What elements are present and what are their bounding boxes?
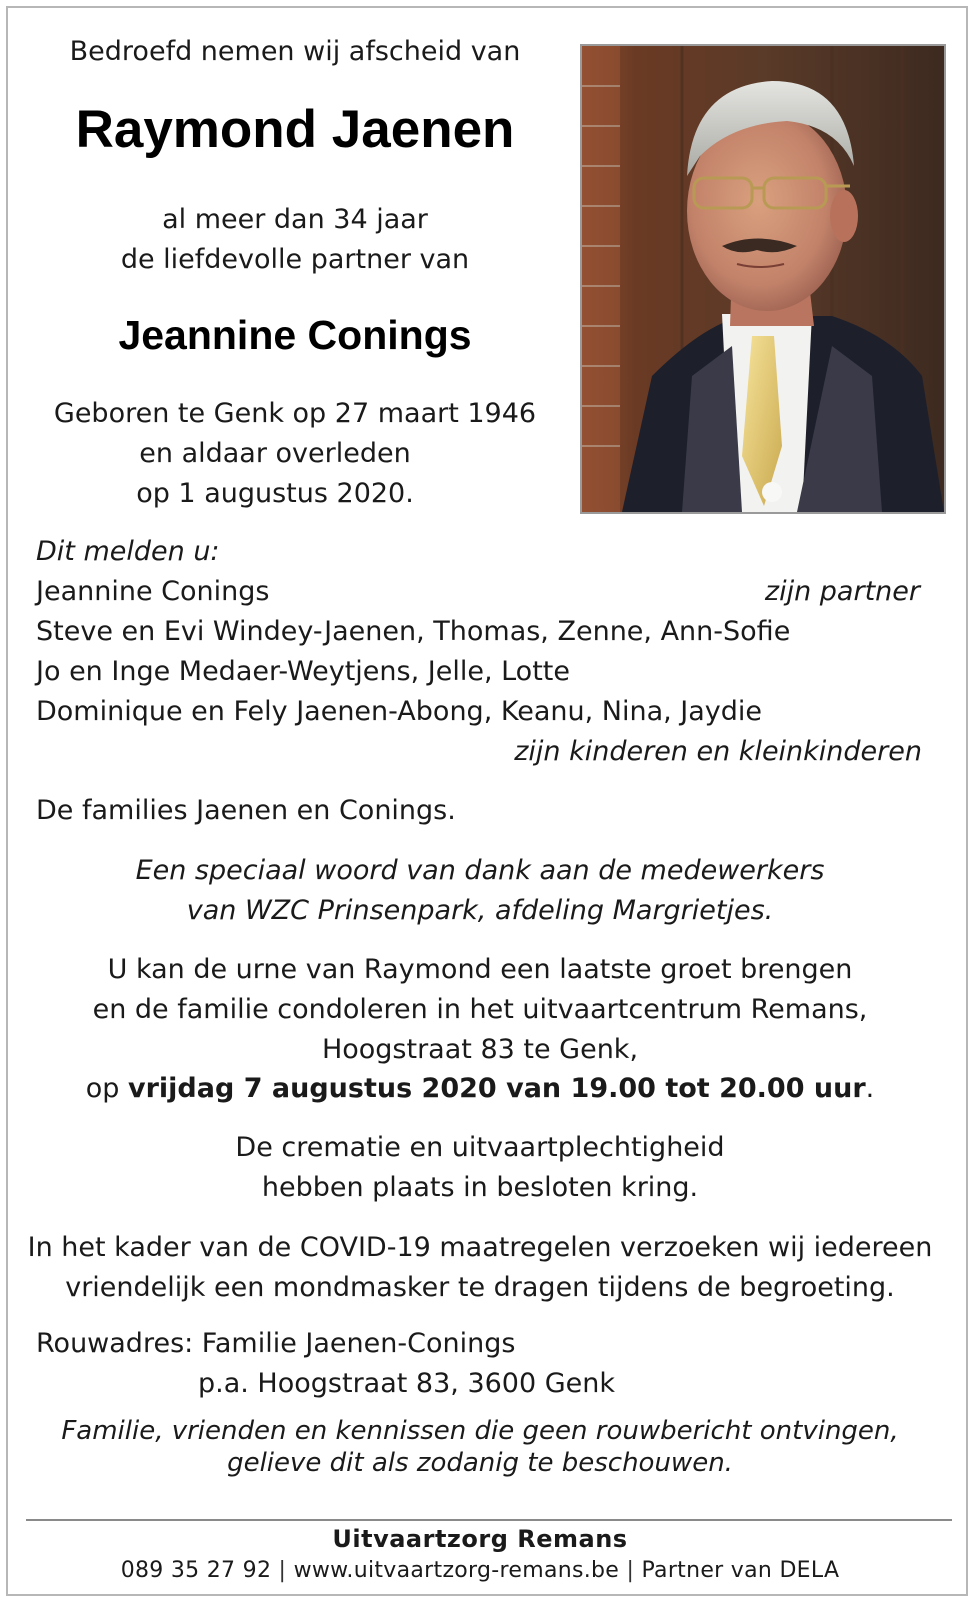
ceremony-line-1: De crematie en uitvaartplechtigheid — [235, 1132, 725, 1163]
footer-contact-line — [0, 1556, 960, 1586]
born-line: Geboren te Genk op 27 maart 1946 — [53, 398, 537, 429]
children-role: zijn kinderen en kleinkinderen — [514, 736, 922, 767]
died-line-2: op 1 augustus 2020. — [136, 478, 414, 509]
partner-name: Jeannine Conings — [118, 312, 472, 358]
closing-line-1: Familie, vrienden en kennissen die geen rouwbericht ontvingen, — [61, 1416, 899, 1446]
portrait-illustration — [582, 46, 944, 512]
intro-text: Bedroefd nemen wij afscheid van — [69, 36, 521, 67]
covid-line-2: vriendelijk een mondmasker te dragen tijdens de begroeting. — [65, 1272, 895, 1303]
visitation-line-2: en de familie condoleren in het uitvaartcentrum Remans, — [92, 994, 868, 1025]
visitation-suffix: . — [865, 1073, 875, 1104]
visitation-datetime: vrijdag 7 augustus 2020 van 19.00 tot 20.00 uur — [128, 1073, 866, 1104]
address-label-line: Rouwadres: Familie Jaenen-Conings — [36, 1328, 516, 1359]
footer-partner: Partner van DELA — [641, 1558, 840, 1583]
relation-line-1: al meer dan 34 jaar — [162, 204, 428, 235]
visitation-line-4 — [0, 1069, 960, 1109]
ceremony-line-2: hebben plaats in besloten kring. — [261, 1172, 699, 1203]
footer-divider — [26, 1519, 952, 1521]
announcer-partner: Jeannine Conings — [36, 576, 270, 607]
footer-separator-2: | — [626, 1558, 635, 1583]
portrait-photo — [580, 44, 946, 514]
footer-company: Uitvaartzorg Remans — [332, 1525, 628, 1553]
thanks-line-1: Een speciaal woord van dank aan de medewerkers — [135, 855, 825, 886]
died-line-1: en aldaar overleden — [139, 438, 411, 469]
visitation-line-1: U kan de urne van Raymond een laatste groet brengen — [107, 954, 853, 985]
thanks-line-2: van WZC Prinsenpark, afdeling Margrietjes. — [186, 895, 774, 926]
deceased-name: Raymond Jaenen — [75, 100, 515, 159]
closing-line-2: gelieve dit als zodanig te beschouwen. — [227, 1448, 733, 1478]
announcer-child-3: Dominique en Fely Jaenen-Abong, Keanu, Nina, Jaydie — [36, 696, 763, 727]
announcers-heading: Dit melden u: — [36, 536, 220, 567]
visitation-prefix: op — [85, 1073, 120, 1104]
address-street-line: p.a. Hoogstraat 83, 3600 Genk — [198, 1368, 616, 1399]
footer-website[interactable]: www.uitvaartzorg-remans.be — [293, 1558, 620, 1583]
announcer-child-1: Steve en Evi Windey-Jaenen, Thomas, Zenne, Ann-Sofie — [36, 616, 791, 647]
footer-phone[interactable]: 089 35 27 92 — [120, 1558, 272, 1583]
announcer-child-2: Jo en Inge Medaer-Weytjens, Jelle, Lotte — [36, 656, 570, 687]
footer-separator-1: | — [278, 1558, 287, 1583]
relation-line-2: de liefdevolle partner van — [120, 244, 470, 275]
covid-line-1: In het kader van de COVID-19 maatregelen verzoeken wij iedereen — [27, 1232, 933, 1263]
partner-role: zijn partner — [764, 576, 920, 607]
visitation-line-3: Hoogstraat 83 te Genk, — [321, 1034, 639, 1065]
families-line: De families Jaenen en Conings. — [36, 795, 456, 826]
